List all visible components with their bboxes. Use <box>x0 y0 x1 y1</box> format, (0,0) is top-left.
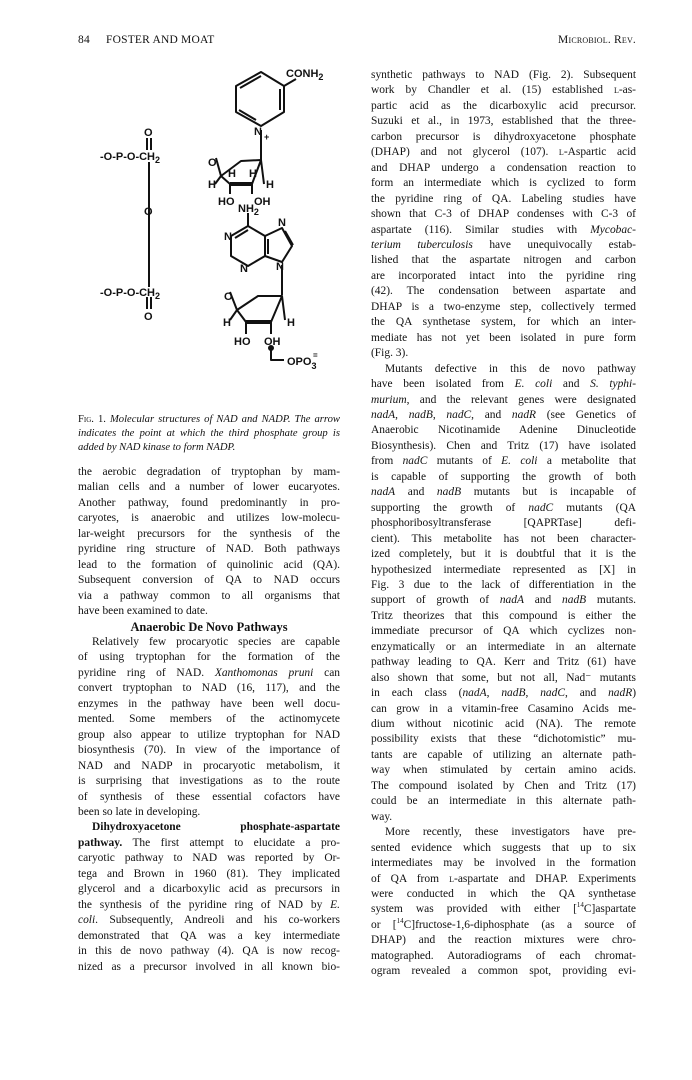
text-line <box>371 872 636 887</box>
section-heading: Anaerobic De Novo Pathways <box>130 619 288 634</box>
text-line: carbon precursor is dihydroxyacetone phosphate <box>371 130 636 143</box>
text-line <box>371 145 636 160</box>
text-line: cient). This metabolite has not been character- <box>371 532 636 545</box>
text-run: and <box>552 378 591 391</box>
label-amine: NH <box>238 203 254 215</box>
text-line: (Fig. 3). <box>371 347 409 360</box>
text-line <box>371 454 636 469</box>
running-head-authors: FOSTER AND MOAT <box>106 34 215 46</box>
svg-text:CONH2: $CONH_2$ <box>286 68 324 82</box>
running-head <box>78 34 636 50</box>
italic-term: nadB <box>562 594 587 607</box>
text-line <box>371 686 636 701</box>
text-line <box>371 485 636 500</box>
svg-text:OH: OH <box>264 336 281 348</box>
italic-term: nadR <box>608 687 633 700</box>
italic-term: coli <box>78 914 96 927</box>
svg-text:H: H <box>223 317 231 329</box>
italic-term: nadB <box>436 486 462 499</box>
text-run: -aspartate and DHAP. Experiments <box>454 872 636 885</box>
text-line: the pyridine ring of QA. Labeling studies have <box>371 192 636 205</box>
left-para-3 <box>78 851 340 975</box>
text-run: a metabolite that <box>537 455 636 468</box>
text-line: immediate precursor of QA which cyclizes non- <box>371 625 636 638</box>
page-number: 84 <box>78 34 90 46</box>
text-line: ogram revealed a common spot, providing evi- <box>371 965 636 978</box>
svg-text:-O-P-O-CH2: $-O-P-O-CH_2$ <box>100 287 161 301</box>
text-line: Relatively few procaryotic species are capable <box>92 635 340 648</box>
text-line: pyridine ring structure of NAD. Both pathways <box>78 543 340 556</box>
text-run: mutants. <box>586 594 637 607</box>
svg-text:OH: OH <box>254 196 271 208</box>
text-line: the aerobic degradation of tryptophan by mam- <box>78 466 340 478</box>
text-run: C]fructose-1,6-diphosphate (as a source of <box>403 918 636 931</box>
text-line: lar-weight precursors for the synthesis of the <box>78 527 340 540</box>
text-run: mutants of <box>427 455 502 468</box>
text-line: way. <box>371 810 393 823</box>
text-run: in each class ( <box>371 687 463 700</box>
text-line: glycerol and a dicarboxylic acid as precursors in <box>78 883 340 896</box>
text-run: work by Chandler et al. (15) established <box>371 84 614 97</box>
figure-label: Fig. 1. <box>78 414 106 425</box>
italic-term: E. <box>330 898 340 911</box>
italic-term: S. typhi- <box>590 378 637 391</box>
run-in-heading-2: pathway. <box>78 836 123 849</box>
text-run: aspartate (116). Similar studies with <box>371 223 591 236</box>
italic-term: Xanthomonas pruni <box>214 666 314 679</box>
italic-term: nadA <box>462 687 487 700</box>
svg-text:HO: HO <box>234 336 251 348</box>
text-line: Tritz theorizes that this compound is either the <box>371 609 636 622</box>
svg-text:N: N <box>278 217 286 229</box>
pyridine-ring <box>236 72 284 126</box>
text-run: have been isolated from <box>371 378 515 391</box>
text-line: malian cells and a number of lower eucaryotes. <box>78 481 340 494</box>
run-in-heading: Dihydroxyacetone phosphate-aspartate <box>92 821 340 834</box>
text-line <box>371 918 636 933</box>
text-run: and <box>395 486 437 499</box>
text-run: , and the relevant genes were designated <box>406 393 636 406</box>
italic-term: terium tuberculosis <box>371 238 473 251</box>
svg-text:H: H <box>287 317 295 329</box>
text-line: caryotes, is anaerobic and utilizes low-molecu- <box>78 512 340 525</box>
text-line: were conducted in which the QA synthetase <box>371 888 636 901</box>
text-run: -Aspartic acid <box>563 146 637 159</box>
text-line: form an intermediate which is cyclized to form <box>371 177 636 190</box>
caption-text: Molecular structures of NAD and NADP. The arrow indicates the point at which the third phosphate group is added by NAD kinase to form NADP. <box>78 414 341 453</box>
subheading-line-2: pathway. The first attempt to elucidate a pro- <box>78 836 340 849</box>
label-carboxamide: CONH <box>286 68 319 80</box>
italic-term: nadA <box>371 408 396 421</box>
text-line: Biosynthesis). Chen and Tritz (17) have isolated <box>371 439 636 452</box>
text-line: enzymatically or an intermediate in an alternate <box>371 640 636 653</box>
text-line: shown that C-3 of DHAP condenses with C-3 of <box>371 208 636 221</box>
carboxamide-bond <box>284 79 296 86</box>
text-run: pyridine ring of NAD. <box>78 666 215 679</box>
svg-text:O: O <box>224 291 233 303</box>
right-column <box>371 68 636 980</box>
text-line <box>371 377 636 392</box>
text-line: phosphoribosyltransferase [QAPRTase] defi- <box>371 517 636 530</box>
ribose-ring-2 <box>237 296 282 322</box>
text-line: lished that the aspartate nitrogen and carbon <box>371 254 636 267</box>
svg-text:N: N <box>240 263 248 275</box>
text-line: possibility exists that these “dichotomistic” mu- <box>371 733 636 746</box>
text-line: DHAP) and the reaction mixtures were chro- <box>371 934 636 947</box>
svg-text:N: N <box>224 231 232 243</box>
text-line <box>78 913 340 928</box>
svg-text:O: O <box>144 127 153 139</box>
text-line: convert tryptophan to NAD (16, 117), and the <box>78 682 340 695</box>
svg-text:NH2: $NH_2$ <box>238 203 259 217</box>
text-line: group also appear to utilize tryptophan for NAD <box>78 728 340 741</box>
adenine-five-ring <box>265 228 292 262</box>
text-line: Fig. 3 due to the lack of differentiation in the <box>371 578 636 591</box>
svg-text:O: O <box>144 206 153 218</box>
small-caps-l: l <box>558 146 564 159</box>
svg-text:H: H <box>208 179 216 191</box>
svg-text:OPO3: $OPO_3$ <box>287 356 317 371</box>
text-run: , and <box>564 687 609 700</box>
text-line: sented evidence which suggests that up to six <box>371 841 636 854</box>
svg-text:H: H <box>228 168 236 180</box>
text-line: More recently, these investigators have pre- <box>385 826 636 839</box>
italic-term: nadC <box>446 408 472 421</box>
italic-term: nadC <box>540 687 565 700</box>
isotope-superscript: 14 <box>396 917 404 926</box>
subheading-line <box>78 820 340 835</box>
italic-term: nadA <box>499 594 524 607</box>
text-line: is surprising that investigations as to the route <box>78 775 340 788</box>
text-line: tants are capable of utilizing an alternate path- <box>371 748 636 761</box>
text-line: The compound isolated by Chen and Tritz (17) <box>371 779 636 792</box>
text-run: or [ <box>371 918 397 931</box>
text-line: enzymes in the pathway have been well docu- <box>78 697 340 710</box>
text-line: biosynthesis (70). In view of the importance of <box>78 744 340 757</box>
italic-term: E. coli <box>501 455 538 468</box>
left-para-2 <box>78 635 340 820</box>
text-run: have unequivocally estab- <box>472 238 636 251</box>
text-run: the synthesis of the pyridine ring of NAD by <box>78 898 331 911</box>
text-line: way when stimulated by certain amino acids. <box>371 764 636 777</box>
adenine-six-ring <box>231 226 265 266</box>
text-line: of using tryptophan for the formation of the <box>78 651 340 664</box>
text-run: mutants (QA <box>553 501 636 514</box>
svg-text:O: O <box>144 311 153 323</box>
text-run: of QA from <box>371 872 450 885</box>
small-caps-l: l <box>449 872 455 885</box>
text-run: -as- <box>618 84 636 97</box>
text-line: in this de novo pathway (4). QA is now recog- <box>78 945 340 958</box>
left-para-1 <box>78 465 340 620</box>
italic-term: nadA <box>371 486 396 499</box>
text-line: caryotic pathway to NAD was reported by Or- <box>78 852 340 865</box>
figure-1-nad-structure <box>78 60 340 385</box>
svg-text:H: H <box>266 179 274 191</box>
text-run: , <box>395 408 409 421</box>
text-line: of synthesis of these essential cofactors have <box>78 790 340 803</box>
isotope-superscript: 14 <box>576 901 584 910</box>
text-run: system was provided with either [ <box>371 903 577 916</box>
text-line: Mutants defective in this de novo pathway <box>385 362 636 375</box>
small-caps-l: l <box>613 84 619 97</box>
text-line: also shown that some, but not all, Nad⁻ mutants <box>371 671 636 684</box>
text-line: partic acid as the dicarboxylic acid precursor. <box>371 99 636 112</box>
text-run: (see Genetics of <box>536 408 637 421</box>
italic-term: E. coli <box>514 378 553 391</box>
text-line <box>371 902 636 917</box>
text-line: could be an intermediate in this alternate path- <box>371 795 636 808</box>
right-para-2 <box>371 362 636 826</box>
text-line: (42). The condensation between aspartate and <box>371 285 636 298</box>
italic-term: nadC <box>402 455 428 468</box>
italic-term: nadB <box>408 408 433 421</box>
svg-text:O: O <box>208 157 217 169</box>
svg-text:+: + <box>264 132 270 142</box>
text-line: is capable of supporting the growth of both <box>371 470 636 483</box>
text-line: ized completely, but it is doubtful that it is the <box>371 548 636 561</box>
text-line <box>371 83 636 98</box>
svg-text:H: H <box>249 168 257 180</box>
text-run: , <box>525 687 541 700</box>
text-run: , <box>486 687 502 700</box>
text-line: nized as a precursor involved in all known bio- <box>78 960 340 973</box>
text-line: mediate has not yet been isolated in pure form <box>371 331 636 344</box>
text-run: (DHAP) and not glycerol (107). <box>371 146 559 159</box>
text-line <box>371 501 636 516</box>
text-line: matographed. Autoradiograms of each chromat- <box>371 949 636 962</box>
italic-term: nadR <box>511 408 537 421</box>
italic-term: Mycobac- <box>590 223 636 236</box>
text-line: tega and Brown in 1960 (81). They implicated <box>78 867 340 880</box>
label-third-phosphate: OPO <box>287 356 312 368</box>
text-line: via a pathway common to all organisms that <box>78 589 340 602</box>
text-line: and DHAP undergo a condensation reaction to <box>371 161 636 174</box>
text-line <box>78 666 340 681</box>
text-line: have been examined to date. <box>78 605 208 618</box>
left-column <box>78 465 340 975</box>
svg-text:=: = <box>313 351 318 360</box>
text-line <box>371 408 636 423</box>
text-line: Subsequent conversion of QA to NAD occurs <box>78 574 340 587</box>
text-line: lead to the formation of quinolinic acid (QA). <box>78 558 340 571</box>
text-line: mented. Some members of the actinomycete <box>78 713 340 726</box>
text-line: are incorporated intact into the pyridine ring <box>371 269 636 282</box>
text-line: Suzuki et al., in 1973, established that the three- <box>371 115 636 128</box>
italic-term: nadC <box>528 501 554 514</box>
nad-structure-diagram <box>78 60 340 385</box>
text-line: demonstrated that QA was a key intermediate <box>78 929 340 942</box>
running-head-journal: Microbiol. Rev. <box>558 34 636 46</box>
label-phosphate-2: -O-P-O-CH <box>100 287 155 299</box>
text-run: supporting the growth of <box>371 501 529 514</box>
label-pyridinium-n: N <box>254 126 262 138</box>
text-line <box>78 898 340 913</box>
text-run: from <box>371 455 403 468</box>
label-phosphate-1: -O-P-O-CH <box>100 151 155 163</box>
text-line <box>371 593 636 608</box>
text-run: mutants but is incapable of <box>461 486 636 499</box>
text-line: intermediates may be involved in the formation <box>371 857 636 870</box>
text-line: pathway leading to QA. Kerr and Tritz (61) have <box>371 656 636 669</box>
text-run: . Subsequently, Andreoli and his co-workers <box>95 914 340 927</box>
text-line: the QA synthetase system, for which an inter- <box>371 316 636 329</box>
text-run: C]aspartate <box>583 903 636 916</box>
text-line: synthetic pathways to NAD (Fig. 2). Subsequent <box>371 69 636 81</box>
right-para-1 <box>371 68 636 362</box>
text-line <box>371 223 636 238</box>
svg-text:N: N <box>276 261 284 273</box>
figure-1-caption <box>78 413 340 455</box>
text-line: dium without nicotinic acid (NA). The remote <box>371 718 636 731</box>
text-run: support of growth of <box>371 594 500 607</box>
italic-term: murium <box>371 393 407 406</box>
text-line: DHAP is a two-enzyme step, collectively termed <box>371 300 636 313</box>
text-run: , and <box>471 408 512 421</box>
text-line: been so late in developing. <box>78 805 201 818</box>
text-line: Anaerobic Nicotinamide Adenine Dinucleotide <box>371 424 636 437</box>
text-line: hypothesized intermediate represented as [X] in <box>371 563 636 576</box>
right-para-3 <box>371 825 636 980</box>
text-line: Another pathway, found predominantly in pro- <box>78 496 340 509</box>
text-run: , <box>432 408 447 421</box>
svg-text:HO: HO <box>218 196 235 208</box>
text-line: NAD and NADP in procaryotic metabolism, it <box>78 759 340 772</box>
text-run: can <box>313 666 340 679</box>
text-line <box>371 238 636 253</box>
italic-term: nadB <box>501 687 526 700</box>
text-run: and <box>523 594 563 607</box>
svg-text:-O-P-O-CH2: $-O-P-O-CH_2$ <box>100 151 161 165</box>
text-line: can grow in a vitamin-free Casamino Acids me- <box>371 702 636 715</box>
text-run: ) <box>632 687 637 700</box>
text-line <box>371 393 636 408</box>
